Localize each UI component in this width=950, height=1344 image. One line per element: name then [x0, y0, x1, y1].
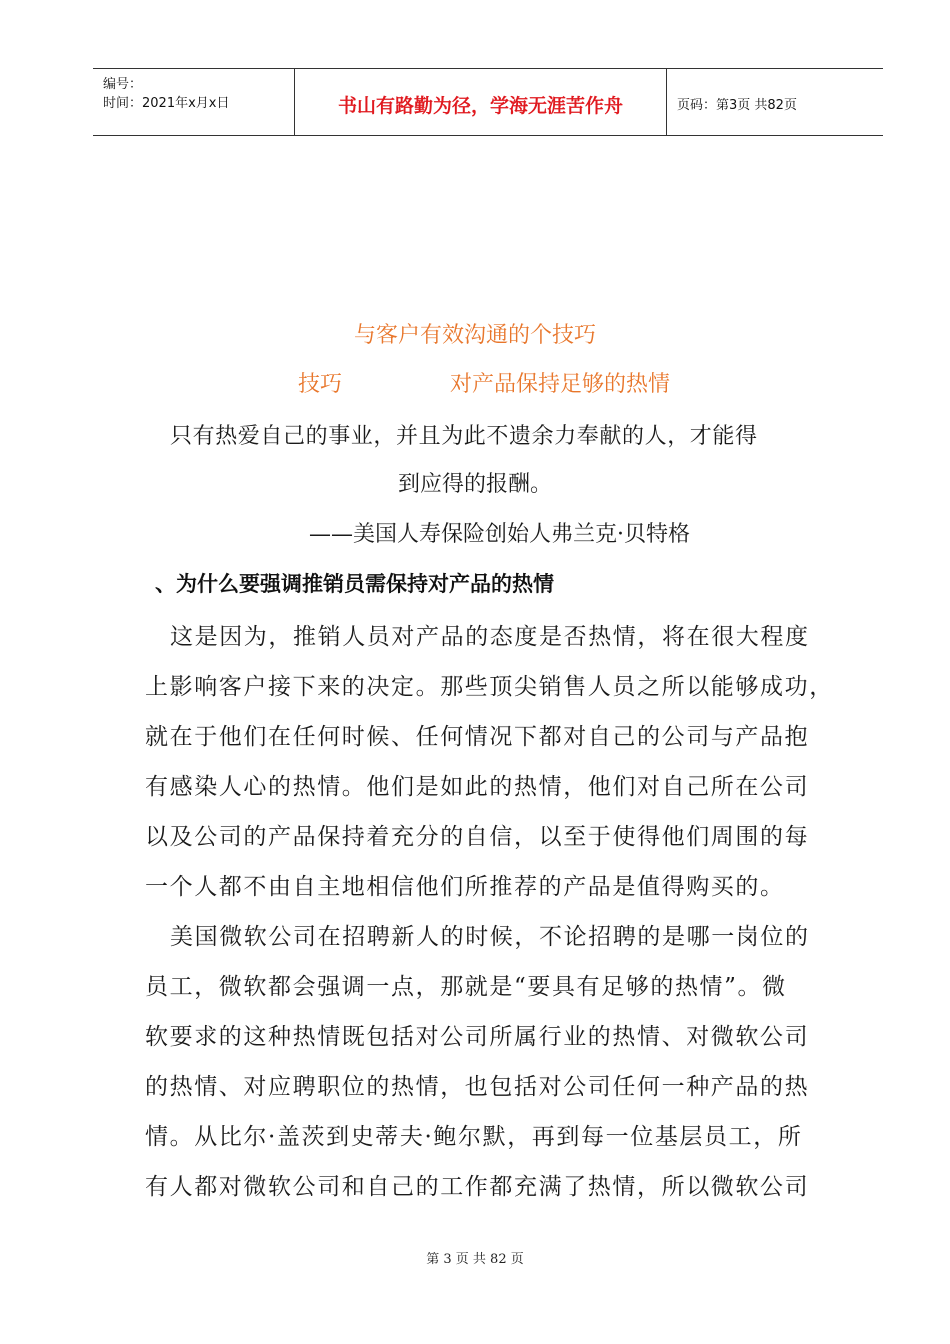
- tip-title: 对产品保持足够的热情: [450, 372, 671, 397]
- document-time-label: 时间：2021年x月x日: [103, 96, 230, 111]
- paragraph-line: 美国微软公司在招聘新人的时候，不论招聘的是哪一岗位的: [170, 924, 810, 950]
- paragraph-line: 有人都对微软公司和自己的工作都充满了热情，所以微软公司: [145, 1174, 810, 1200]
- paragraph-line: 有感染人心的热情。他们是如此的热情，他们对自己所在公司: [145, 774, 810, 800]
- paragraph-line: 的热情、对应聘职位的热情，也包括对公司任何一种产品的热: [145, 1074, 810, 1100]
- header-motto: 书山有路勤为径，学海无涯苦作舟: [337, 95, 623, 117]
- header-meta-cell: [93, 69, 295, 135]
- header-page-number: 页码：第3页 共82页: [677, 98, 797, 113]
- document-title: 与客户有效沟通的个技巧: [353, 323, 596, 348]
- header-page-cell: [667, 69, 883, 135]
- quote-line-2: 到应得的报酬。: [397, 472, 552, 497]
- paragraph-line: 以及公司的产品保持着充分的自信，以至于使得他们周围的每: [145, 824, 810, 850]
- paragraph-line: 上影响客户接下来的决定。那些顶尖销售人员之所以能够成功，: [145, 674, 834, 700]
- paragraph-line: 情。从比尔·盖茨到史蒂夫·鲍尔默，再到每一位基层员工，所: [145, 1124, 803, 1150]
- document-number-label: 编号：: [103, 77, 143, 92]
- quote-attribution: ——美国人寿保险创始人弗兰克·贝特格: [309, 522, 690, 547]
- paragraph-line: 员工，微软都会强调一点，那就是“要具有足够的热情”。微: [145, 974, 787, 1000]
- tip-number-label: 技巧: [298, 372, 343, 397]
- header-motto-cell: [295, 69, 667, 135]
- header-table: [93, 68, 883, 136]
- quote-line-1: 只有热爱自己的事业，并且为此不遗余力奉献的人，才能得: [170, 424, 758, 449]
- page-footer: 第 3 页 共 82 页: [426, 1252, 524, 1267]
- paragraph-line: 这是因为，推销人员对产品的态度是否热情，将在很大程度: [170, 624, 810, 650]
- paragraph-line: 就在于他们在任何时候、任何情况下都对自己的公司与产品抱: [145, 724, 810, 750]
- section-heading: 、为什么要强调推销员需保持对产品的热情: [155, 572, 554, 596]
- paragraph-line: 软要求的这种热情既包括对公司所属行业的热情、对微软公司: [145, 1024, 810, 1050]
- paragraph-line: 一个人都不由自主地相信他们所推荐的产品是值得购买的。: [145, 874, 785, 900]
